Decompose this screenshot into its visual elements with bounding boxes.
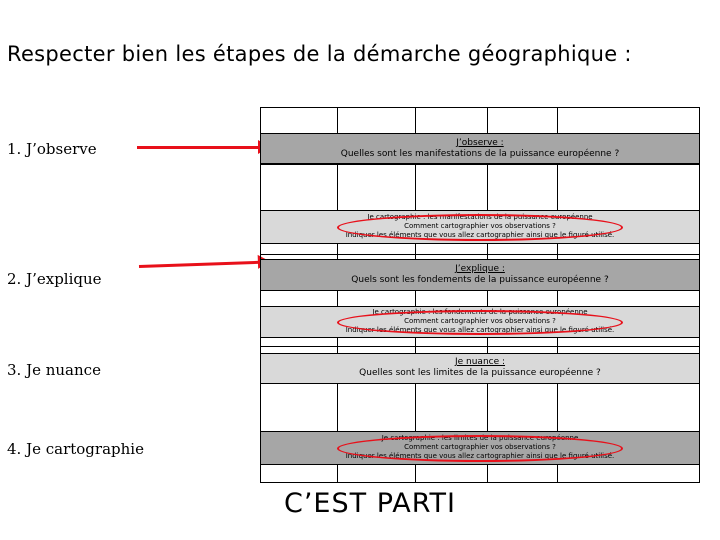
observe-heading: J’observe : — [456, 138, 504, 148]
explique-band — [261, 259, 699, 291]
carto3-line2: Comment cartographier vos observations ? — [404, 443, 556, 451]
explique-heading: J’explique : — [455, 264, 505, 274]
step-explique: 2. J’explique — [7, 270, 102, 288]
observe-band — [261, 133, 699, 164]
highlight-oval — [337, 435, 623, 462]
step-nuance: 3. Je nuance — [7, 361, 101, 379]
carto2-line3: Indiquer les éléments que vous allez cartographier ainsi que le figuré utilisé. — [345, 326, 615, 334]
carto2-line1: Je cartographie : les fondements de la puissance européenne — [372, 308, 588, 316]
carto1-line2: Comment cartographier vos observations ? — [404, 222, 556, 230]
nuance-band — [261, 353, 699, 384]
step-cartographie: 4. Je cartographie — [7, 440, 144, 458]
highlight-oval — [337, 214, 623, 241]
arrow-explique — [139, 261, 260, 268]
table-row-line — [261, 254, 699, 255]
carto2-line2: Comment cartographier vos observations ? — [404, 317, 556, 325]
carto-band-3 — [261, 431, 699, 465]
carto1-line3: Indiquer les éléments que vous allez cartographier ainsi que le figuré utilisé. — [345, 231, 615, 239]
nuance-heading: Je nuance : — [454, 357, 506, 367]
carto1-line1: Je cartographie : les manifestations de la puissance européenne — [367, 213, 593, 221]
closing-text: C’EST PARTI — [284, 488, 456, 519]
carto-band-2 — [261, 306, 699, 338]
page-title: Respecter bien les étapes de la démarche géographique : — [7, 42, 632, 66]
table-row-line — [261, 346, 699, 347]
step-observe: 1. J’observe — [7, 140, 97, 158]
carto3-line3: Indiquer les éléments que vous allez cartographier ainsi que le figuré utilisé. — [345, 452, 615, 460]
nuance-question: Quelles sont les limites de la puissance européenne ? — [359, 368, 601, 378]
carto3-line1: Je cartographie : les limites de la puissance européenne — [381, 434, 579, 442]
worksheet-table — [260, 107, 700, 483]
arrow-observe — [137, 146, 260, 149]
explique-question: Quels sont les fondements de la puissance européenne ? — [351, 275, 609, 285]
carto-band-1 — [261, 210, 699, 244]
table-row-line — [261, 164, 699, 165]
highlight-oval — [337, 310, 623, 335]
observe-question: Quelles sont les manifestations de la puissance européenne ? — [340, 149, 620, 159]
